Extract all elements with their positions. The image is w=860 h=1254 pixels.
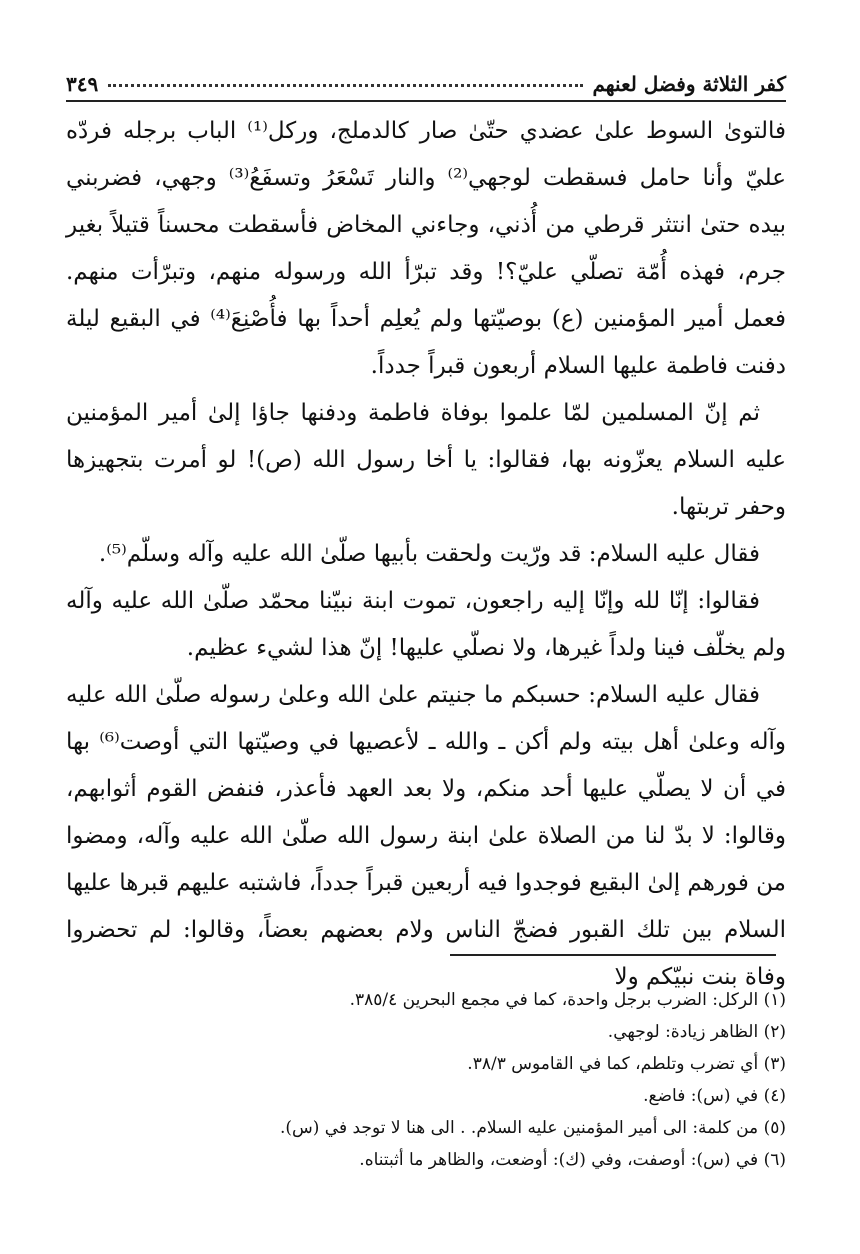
- paragraph: فقال عليه السلام: حسبكم ما جنيتم علىٰ الله وعلىٰ رسوله صلّىٰ الله عليه وآله وعلىٰ أهل بيته ولم أكن ـ والله ـ لأعصيها في وصيّتها التي أوصت⁽⁶⁾ بها في أن لا يصلّي عليها أحد منكم، ولا بعد العهد فأعذر، فنفض القوم أثوابهم، وقالوا: لا بدّ لنا من الصلاة علىٰ ابنة رسول الله صلّىٰ الله عليه وآله، ومضوا من فورهم إلىٰ البقيع فوجدوا فيه أربعين قبراً جدداً، فاشتبه عليهم قبرها عليها السلام بين تلك القبور فضجّ الناس ولام بعضهم بعضاً، وقالوا: لم تحضروا وفاة بنت نبيّكم ولا: [66, 682, 786, 990]
- header-title: كفر الثلاثة وفضل لعنهم: [592, 72, 786, 96]
- paragraph: فقالوا: إنّا لله وإنّا إليه راجعون، تموت ابنة نبيّنا محمّد صلّىٰ الله عليه وآله ولم يخلّف فينا ولداً غيرها، ولا نصلّي عليها! إنّ هذا لشيء عظيم.: [66, 588, 786, 661]
- header-dot-leader: [108, 84, 582, 87]
- paragraph: ثم إنّ المسلمين لمّا علموا بوفاة فاطمة ودفنها جاؤا إلىٰ أمير المؤمنين عليه السلام يعزّونه بها، فقالوا: يا أخا رسول الله (ص)! لو أمرت بتجهيزها وحفر تربتها.: [66, 400, 786, 520]
- paragraph: فالتوىٰ السوط علىٰ عضدي حتّىٰ صار كالدملج، وركل⁽¹⁾ الباب برجله فردّه عليّ وأنا حامل فسقطت لوجهي⁽²⁾ والنار تَسْعَرُ وتسفَعُ⁽³⁾ وجهي، فضربني بيده حتىٰ انتثر قرطي من أُذني، وجاءني المخاض فأسقطت محسناً قتيلاً بغير جرم، فهذه أُمّة تصلّي عليّ؟! وقد تبرّأ الله ورسوله منهم، وتبرّأت منهم. فعمل أمير المؤمنين (ع) بوصيّتها ولم يُعلِم أحداً بها فأُصْنِعَ⁽⁴⁾ في البقيع ليلة دفنت فاطمة عليها السلام أربعون قبراً جدداً.: [66, 118, 787, 379]
- paragraph: فقال عليه السلام: قد ورّيت ولحقت بأبيها صلّىٰ الله عليه وآله وسلّم⁽⁵⁾.: [98, 541, 760, 567]
- footnote: (٤) في (س): فاضع.: [643, 1086, 786, 1106]
- main-text: [66, 108, 786, 1001]
- footnotes: [160, 984, 786, 1176]
- footnote: (٥) من كلمة: الى أمير المؤمنين عليه السلام. . الى هنا لا توجد في (س).: [279, 1118, 786, 1138]
- footnote: (٦) في (س): أوصفت، وفي (ك): أوضعت، والظاهر ما أثبتناه.: [359, 1150, 786, 1170]
- footnote-separator: [450, 954, 776, 956]
- footnote: (١) الركل: الضرب برجل واحدة، كما في مجمع البحرين ٣٨٥/٤.: [349, 990, 786, 1010]
- footnote: (٢) الظاهر زيادة: لوجهي.: [607, 1022, 786, 1042]
- footnote: (٣) أي تضرب وتلطم، كما في القاموس ٣٨/٣.: [467, 1054, 786, 1074]
- page-number: ٣٤٩: [66, 72, 99, 96]
- running-header: [66, 56, 786, 102]
